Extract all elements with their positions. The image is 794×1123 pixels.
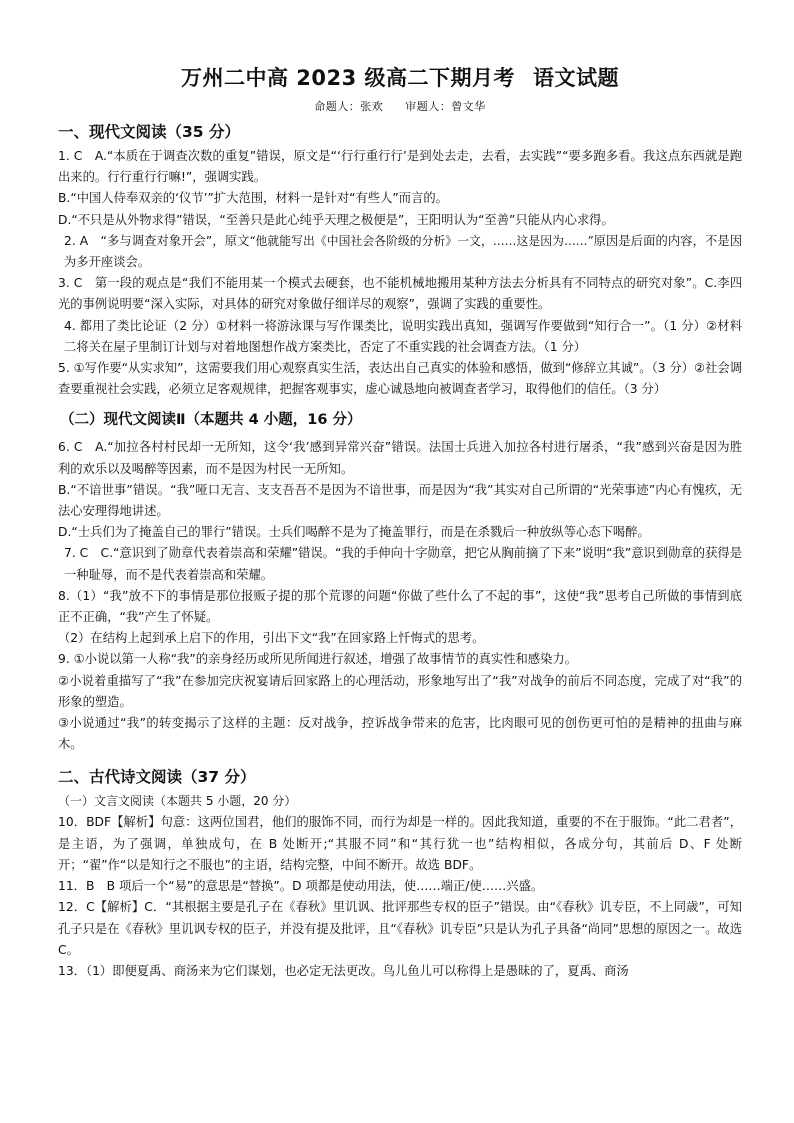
answer-paragraph [58, 231, 742, 273]
answer-paragraph: 4. 都用了类比论证（2 分）①材料一将游泳课与写作课类比，说明实践出真知，强调写作要做到“知行合一”。（1 分）②材料二将关在屋子里制订计划与对着地图想作战方案类比，否定了不重实践的社会调查方法。（1 分） [64, 318, 742, 354]
answer-page [58, 62, 742, 982]
subsection-heading: （二）现代文阅读Ⅱ（本题共 4 小题，16 分） [60, 412, 362, 429]
reviewer: 审题人：曾文华 [405, 100, 486, 113]
answer-2-head: 2. A “多与调查对象开会”，原文 [64, 233, 250, 248]
answer-paragraph: B.“中国人侍奉双亲的‘仪节’”扩大范围，材料一是针对“有些人”而言的。 [58, 191, 448, 206]
answer-paragraph: 3. C 第一段的观点是“我们不能用某一个模式去硬套，也不能机械地搬用某种方法去分析具有不同特点的研究对象”。C.李四光的事例说明要“深入实际，对具体的研究对象做仔细详尽的观察”，强调了实践的重要性。 [58, 276, 742, 312]
answer-paragraph: 13．（1）即便夏禹、商汤来为它们谋划，也必定无法更改。鸟儿鱼儿可以称得上是愚昧的了，夏禹、商汤 [58, 963, 629, 978]
answer-2-tail: 原因是后面的内容，不是因为多开座谈会。 [64, 233, 742, 270]
answer-paragraph: 12．C【解析】C．“其根据主要是孔子在《春秋》里讥讽、批评那些专权的臣子”错误。由“《春秋》讥专臣，不上同歳”，可知孔子只是在《春秋》里讥讽专权的臣子，并没有提及批评，且“《春秋》讥专臣”只是认为孔子具备“尚同”思想的原因之一。故选 C。 [58, 900, 742, 957]
answer-paragraph: ③小说通过“我”的转变揭示了这样的主题：反对战争，控诉战争带来的危害，比肉眼可见的创伤更可怕的是精神的扭曲与麻木。 [58, 716, 742, 752]
answer-paragraph: 11．B B 项后一个“易”的意思是“替换”。D 项都是使动用法，使……端正/使……兴盛。 [58, 879, 544, 894]
author-line [58, 98, 742, 114]
answer-paragraph: （2）在结构上起到承上启下的作用，引出下文“我”在回家路上忏悔式的思考。 [58, 631, 485, 646]
answer-paragraph: D.“士兵们为了掩盖自己的罪行”错误。士兵们喝醉不是为了掩盖罪行，而是在杀戮后一种放纵等心态下喝醉。 [58, 525, 650, 540]
proposer: 命题人：张欢 [314, 100, 384, 113]
subsection-heading: （一）文言文阅读（本题共 5 小题，20 分） [58, 794, 297, 809]
answer-paragraph: 10．BDF【解析】句意：这两位国君，他们的服饰不同，而行为却是一样的。因此我知道，重要的不在于服饰。“此二君者”，是主语，为了强调，单独成句，在 B 处断开;“其服不同”和“其行犹一也”结构相似，各成分句，其前后 D、F 处断开；“翟”作“以是知行之不服也”的主语，结构完整，中间不断开。故选 BDF。 [58, 815, 742, 872]
answer-paragraph: 5. ①写作要“从实求知”，这需要我们用心观察真实生活，表达出自己真实的体验和感悟，做到“修辞立其诚”。（3 分）②社会调查要重视社会实践，必须立足客观规律，把握客观事实，虚心诚恳地向被调查者学习，取得他们的信任。（3 分） [58, 361, 742, 397]
answer-paragraph: 1. C A.“本质在于调查次数的重复”错误，原文是“‘行行重行行’是到处去走，去看，去实践”“要多跑多看。我这点东西就是跑出来的。行行重行行嘛!”，强调实践。 [58, 149, 742, 185]
answer-paragraph: 9. ①小说以第一人称“我”的亲身经历或所见所闻进行叙述，增强了故事情节的真实性和感染力。 [58, 652, 577, 667]
page-title [58, 62, 742, 92]
answer-paragraph: ②小说着重描写了“我”在参加完庆祝宴请后回家路上的心理活动，形象地写出了“我”对战争的前后不同态度，完成了对“我”的形象的塑造。 [58, 673, 742, 709]
title-subject: 语文试题 [533, 66, 620, 90]
answer-paragraph: 7. C C.“意识到了勋章代表着崇高和荣耀”错误。“我的手伸向十字勋章，把它从胸前摘了下来”说明“我”意识到勋章的获得是一种耻辱，而不是代表着崇高和荣耀。 [64, 546, 742, 582]
answer-paragraph: 6. C A.“加拉各村村民却一无所知，这令‘我’感到异常兴奋”错误。法国士兵进入加拉各村进行屠杀，“我”感到兴奋是因为胜利的欢乐以及喝醉等因素，而不是因为村民一无所知。 [58, 440, 742, 476]
answer-paragraph: 8.（1）“我”放不下的事情是那位报贩子提的那个荒谬的问题“你做了些什么了不起的事”，这使“我”思考自己所做的事情到底正不正确，“我”产生了怀疑。 [58, 588, 742, 625]
answer-2-quote: “他就能写出《中国社会各阶级的分析》一文，……这是因为……” [249, 233, 594, 248]
answer-paragraph: D.“不只是从外物求得”错误，“至善只是此心纯乎天理之极便是”，王阳明认为“至善”只能从内心求得。 [58, 212, 614, 227]
answer-paragraph: B.“不谙世事”错误。“我”哑口无言、支支吾吾不是因为不谙世事，而是因为“我”其实对自己所谓的“光荣事迹”内心有愧疚，无法心安理得地讲述。 [58, 482, 742, 519]
section-heading: 二、古代诗文阅读（37 分） [58, 768, 256, 787]
title-main: 万州二中高 2023 级高二下期月考 [180, 66, 516, 90]
section-heading: 一、现代文阅读（35 分） [58, 123, 240, 141]
